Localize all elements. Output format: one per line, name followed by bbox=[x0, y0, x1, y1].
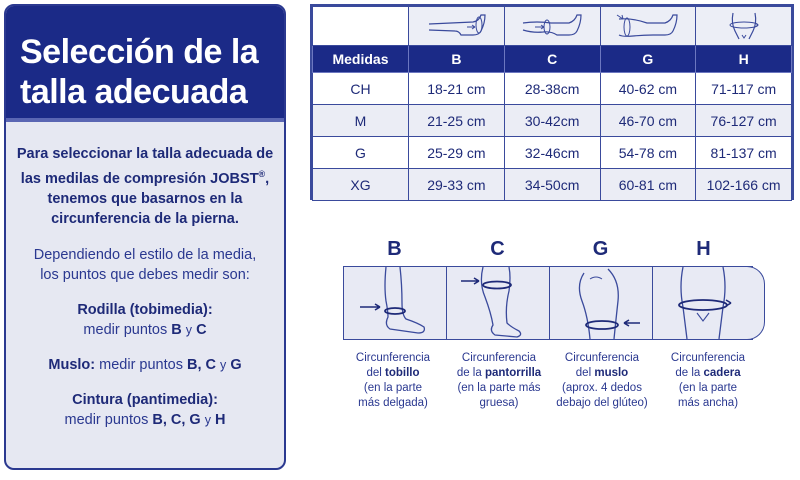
letter-h: H bbox=[696, 238, 711, 260]
table-cell: 46-70 cm bbox=[600, 105, 696, 137]
caption-keyword: pantorrilla bbox=[484, 367, 542, 379]
header-h: H bbox=[696, 46, 792, 73]
group-heading: Rodilla (tobimedia): bbox=[77, 301, 213, 318]
group-point: B bbox=[171, 321, 182, 338]
caption-line: (en la parte más bbox=[457, 382, 541, 394]
caption-line: gruesa) bbox=[479, 397, 519, 409]
group-text: medir puntos bbox=[83, 321, 168, 338]
group-muslo bbox=[10, 355, 280, 375]
intro-line-1: Para seleccionar la talla adecuada de bbox=[16, 146, 274, 162]
panel-header bbox=[6, 6, 284, 122]
table-cell: 18-21 cm bbox=[409, 73, 505, 105]
leg-thigh-point-icon bbox=[600, 7, 696, 46]
group-y: y bbox=[204, 412, 211, 427]
caption-keyword: tobillo bbox=[385, 367, 420, 379]
leg-ankle-point-icon bbox=[409, 7, 505, 46]
leg-calf-point-icon bbox=[504, 7, 600, 46]
table-row bbox=[313, 169, 792, 201]
table-cell: 32-46cm bbox=[504, 137, 600, 169]
icon-row bbox=[313, 7, 792, 46]
table-cell: 25-29 cm bbox=[409, 137, 505, 169]
caption-line: Circunferencia bbox=[670, 352, 746, 364]
header-medidas: Medidas bbox=[313, 46, 409, 73]
size-table bbox=[310, 4, 794, 200]
table-row bbox=[313, 105, 792, 137]
group-y: y bbox=[185, 322, 193, 337]
caption-line: (aprox. 4 dedos bbox=[562, 382, 642, 394]
caption-line: de la bbox=[456, 367, 482, 379]
sub-line-2: los puntos que debes medir son: bbox=[40, 266, 250, 283]
sub-line-1: Dependiendo el estilo de la media, bbox=[33, 246, 257, 263]
table-cell: 40-62 cm bbox=[600, 73, 696, 105]
group-text: medir puntos bbox=[99, 356, 183, 373]
letter-c: C bbox=[490, 238, 505, 260]
caption-calf bbox=[446, 351, 552, 411]
letter-b: B bbox=[387, 238, 402, 260]
table-cell: 81-137 cm bbox=[696, 137, 792, 169]
intro-line-2: las medilas de compresión JOBST bbox=[20, 170, 259, 187]
table-row bbox=[313, 73, 792, 105]
size-label: XG bbox=[313, 169, 409, 201]
caption-line: Circunferencia bbox=[355, 352, 431, 364]
group-y: y bbox=[220, 357, 227, 372]
group-point: G bbox=[230, 356, 242, 373]
group-heading: Cintura (pantimedia): bbox=[72, 391, 218, 408]
group-point: C bbox=[196, 321, 207, 338]
registered-mark: ® bbox=[258, 169, 266, 179]
ankle-measure-icon bbox=[344, 267, 447, 339]
header-row bbox=[313, 46, 792, 73]
caption-line: del bbox=[366, 367, 382, 379]
group-point: B, C, G bbox=[152, 411, 201, 428]
group-cintura bbox=[10, 390, 280, 430]
table-cell: 60-81 cm bbox=[600, 169, 696, 201]
intro-comma: , bbox=[265, 170, 270, 187]
panel-body bbox=[6, 122, 284, 430]
table-cell: 21-25 cm bbox=[409, 105, 505, 137]
thigh-measure-icon bbox=[550, 267, 653, 339]
title-line-2: talla adecuada bbox=[20, 73, 248, 111]
caption-line: Circunferencia bbox=[461, 352, 537, 364]
caption-line: debajo del glúteo) bbox=[556, 397, 648, 409]
size-label: CH bbox=[313, 73, 409, 105]
caption-line: del bbox=[575, 367, 592, 379]
caption-line: (en la parte bbox=[678, 382, 738, 394]
sub-text bbox=[10, 245, 280, 285]
header-c: C bbox=[504, 46, 600, 73]
blank-cell bbox=[313, 7, 409, 46]
table-cell: 34-50cm bbox=[504, 169, 600, 201]
caption-line: de la bbox=[675, 367, 701, 379]
intro-line-3: tenemos que basarnos en la bbox=[47, 190, 243, 207]
table-cell: 29-33 cm bbox=[409, 169, 505, 201]
header-g: G bbox=[600, 46, 696, 73]
caption-ankle bbox=[340, 351, 446, 411]
table-cell: 28-38cm bbox=[504, 73, 600, 105]
caption-keyword: muslo bbox=[594, 367, 629, 379]
group-point: H bbox=[215, 411, 226, 428]
table-cell: 102-166 cm bbox=[696, 169, 792, 201]
header-b: B bbox=[409, 46, 505, 73]
measure-letters bbox=[343, 238, 753, 264]
illustration-strip bbox=[343, 266, 753, 340]
intro-line-4: circunferencia de la pierna. bbox=[51, 210, 239, 227]
caption-line: (en la parte bbox=[363, 382, 423, 394]
hip-measure-icon bbox=[653, 267, 754, 339]
group-point: B, C bbox=[187, 356, 216, 373]
hip-point-icon bbox=[696, 7, 792, 46]
table-row bbox=[313, 137, 792, 169]
caption-thigh bbox=[549, 351, 655, 411]
calf-measure-icon bbox=[447, 267, 550, 339]
intro-text bbox=[10, 144, 280, 229]
table-cell: 54-78 cm bbox=[600, 137, 696, 169]
table-cell: 30-42cm bbox=[504, 105, 600, 137]
size-label: M bbox=[313, 105, 409, 137]
strip-end-cap bbox=[745, 266, 765, 340]
caption-keyword: cadera bbox=[703, 367, 741, 379]
letter-g: G bbox=[592, 238, 609, 260]
size-label: G bbox=[313, 137, 409, 169]
table-cell: 76-127 cm bbox=[696, 105, 792, 137]
info-panel bbox=[4, 4, 286, 470]
group-rodilla bbox=[10, 300, 280, 340]
caption-line: más delgada) bbox=[358, 397, 428, 409]
caption-line: Circunferencia bbox=[564, 352, 640, 364]
title-line-1: Selección de la bbox=[20, 33, 259, 71]
group-heading: Muslo: bbox=[48, 356, 96, 373]
table-cell: 71-117 cm bbox=[696, 73, 792, 105]
group-text: medir puntos bbox=[64, 411, 149, 428]
caption-hip bbox=[655, 351, 761, 411]
caption-line: más ancha) bbox=[677, 397, 739, 409]
